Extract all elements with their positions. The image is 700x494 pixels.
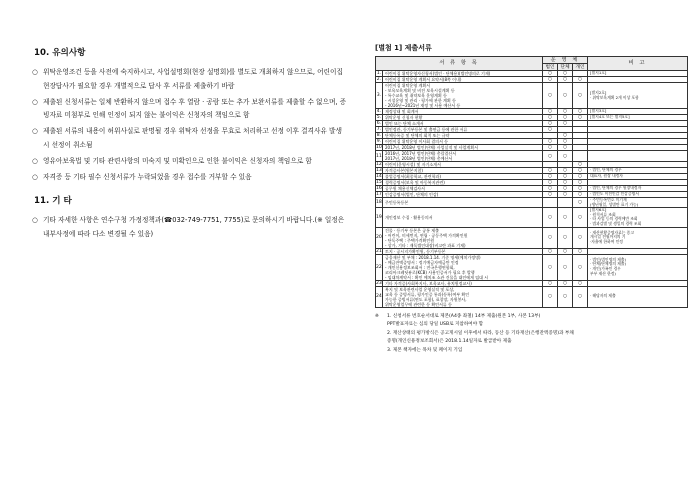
indiv-mark	[573, 151, 588, 162]
bullet-circle: ○	[32, 127, 38, 136]
row-document-name: 위탁운영 신청자 현황	[383, 115, 543, 121]
row-document-name: 금융재산 및 부채 : 2018.1.14. 기준 명세(예치가정명) - 예금잔액증명서 : 정기예금자예금만 인정 - 개인신용정보조회서 : 전국은행연합회, 코리아크레딧뷰로(KCB) 사용인증서가 필요 후 발행 - 임대차계약서 : 확인 예치조 소관 건물을 대인에게 임대 시	[383, 254, 543, 280]
indiv-mark: ○	[573, 174, 588, 180]
group-mark: ○	[558, 115, 573, 121]
table-row	[376, 151, 688, 162]
indiv-mark: ○	[573, 192, 588, 198]
row-remarks: · 주민등록번호 미기재 (생년월일, 성별만 표기 가능)	[588, 198, 688, 208]
table-row	[376, 208, 688, 227]
corp-mark: ○	[543, 227, 558, 248]
group-mark: ○	[558, 186, 573, 192]
section-title-others: 11. 기 타	[34, 196, 72, 207]
footnote-text: 1. 신청서류 번호순서대로 제본(A4종 좌철) 14부 제출(원본 1부, 사본 13부)	[387, 313, 541, 319]
group-mark: ○	[558, 77, 573, 83]
right-column	[375, 43, 687, 356]
list-item	[30, 171, 350, 185]
row-remarks: · 법인(법인명의 제출) · 단체(단체명의 제출) · 개인(가족인 경우 부부 제산 한정)	[588, 254, 688, 280]
corp-mark: ○	[543, 174, 558, 180]
footnote	[375, 347, 687, 356]
list-item-text: 위탁운영조건 등을 사전에 숙지하시고, 사업설명회(현장 설명회)를 별도로 개최하지 않으므로, 어린이집 현장답사가 필요할 경우 개별적으로 답사 후 서류를 제출하기 바람	[43, 68, 343, 90]
corp-mark: ○	[543, 248, 558, 254]
indiv-mark: ○	[573, 83, 588, 109]
row-remarks	[588, 151, 688, 162]
header-remarks: 비 고	[588, 57, 688, 71]
row-document-name: 공무원 채용신체검사서	[383, 186, 543, 192]
table-row	[376, 83, 688, 109]
row-document-name: 개인정보 수집 · 활용동의서	[383, 208, 543, 227]
row-number: 21.	[376, 248, 384, 254]
documents-table-body	[376, 71, 688, 308]
footnote	[375, 338, 687, 347]
row-document-name: 어린이집 위탁운영 계획서 - 보육모육계획 및 비전 보육시설계획 등 - 특수교육 및 취약보육 운영계획 등 - 시설운영 및 관리 · 평가에 관한 계획 등 - 2016년~2021년 재정 및 사용 예산서 등	[383, 83, 543, 109]
corp-mark: ○	[543, 168, 558, 174]
corp-mark: ○	[543, 186, 558, 192]
indiv-mark: ○	[573, 248, 588, 254]
row-document-name: 법인 또는 단체 소개서	[383, 121, 543, 127]
group-mark	[558, 198, 573, 208]
row-remarks: [별지4호 또는 별지5호]	[588, 115, 688, 121]
footnote	[375, 321, 687, 330]
indiv-mark: ○	[573, 186, 588, 192]
row-remarks: [별지1호]	[588, 71, 688, 77]
row-number: 24.	[376, 286, 383, 307]
row-remarks: · 해당자의 제출	[588, 286, 688, 307]
row-document-name: 어린이집 위탁운영자신청서(법인 · 단체용)(법인명의로 기재)	[383, 71, 543, 77]
row-number: 9.	[376, 139, 382, 144]
group-mark: ○	[558, 151, 573, 162]
row-number: 17.	[376, 192, 384, 197]
list-item	[30, 155, 350, 169]
row-document-name: 2016년, 2017년 법인(단체) 총괄결산서 2017년, 2018년 법인(단체) 총예산서	[383, 151, 543, 162]
footnote	[375, 313, 687, 322]
row-remarks: [별지2호] · 위탁보육계획 2개 이상 포함	[588, 83, 688, 109]
group-mark: ○	[558, 286, 573, 307]
row-document-name: 자격증사본(원본지참)	[383, 168, 543, 174]
row-number: 8.	[376, 133, 382, 138]
footnote-text: 증명(개인신용정보조회서)은 2018.1.14일자로 발급받아 제출	[387, 339, 512, 345]
footnote-text: PPT발표자료는 심의 당일 USB로 지참하여야 함	[387, 322, 484, 328]
row-document-name: 졸업증명서(최종학교, 관련학과)	[383, 174, 543, 180]
corp-mark: ○	[543, 145, 558, 151]
row-remarks: · 법인도 이전인감 인감증명서	[588, 192, 688, 198]
indiv-mark: ○	[573, 208, 588, 227]
list-item-text: 제출된 서류의 내용이 허위사실로 판명될 경우 위탁자 선정을 무효로 처리하고 선정 이후 결격사유 발생 시 선정이 취소됨	[43, 127, 342, 149]
row-document-name: 인감증명서(법인, 단체의 인감)	[383, 192, 543, 198]
corp-mark: ○	[543, 208, 558, 227]
corp-mark	[543, 198, 558, 208]
row-number: 13.	[376, 168, 384, 173]
row-document-name: 어린이집 위탁운영 계획서 요약서(8쪽 이내)	[383, 77, 543, 83]
group-mark: ○	[558, 174, 573, 180]
row-number: 14.	[376, 174, 384, 179]
group-mark: ○	[558, 145, 573, 151]
documents-table	[375, 56, 688, 308]
list-item	[30, 214, 350, 242]
table-footnotes	[375, 313, 687, 356]
row-document-name: 복지 및 보육관련사업 운영실적 및 포상, 교육 등 증빙서류, 평가인증 통과(등록)여부 확인 가능한 증빙서류(연도 포함), 표창장, 자원봉사, 위탁운영업무에 관련한 등 확인서류 등	[383, 286, 543, 307]
row-remarks: [별지3호]	[588, 109, 688, 115]
others-list	[30, 214, 350, 242]
list-item-text: 기타 자세한 사항은 연수구청 가정정책과(☎032-749-7751, 7755)로 문의하시기 바랍니다.(※ 일정은 내부사정에 따라 다소 변경될 수 있음)	[43, 216, 345, 239]
row-number: 12.	[376, 162, 384, 167]
bullet-circle: ○	[32, 97, 38, 106]
row-number: 2.	[376, 77, 382, 82]
row-remarks: [별지6호] · 원칙서류 조회 · 타 사업 등의 경력에만 조회 · 법과감별 및 생일의 경력 조회	[588, 208, 688, 227]
row-document-name: 어린이집 위탁운영 이사회 결의서 등	[383, 139, 543, 145]
row-number: 5.	[376, 115, 382, 120]
footnote-text: 2. 재산상태의 평가방식은 공고게시일 이후에서 따라, 동산 등 기타재산(은행잔액증명)과 부채	[387, 330, 574, 336]
corp-mark: ○	[543, 127, 558, 133]
corp-mark: ○	[543, 286, 558, 307]
list-item-text: 제출된 신청서류는 일체 반환하지 않으며 접수 후 열람 · 공람 또는 추가 보완서류를 제출할 수 없으며, 증빙자료 미첨부로 인해 인정이 되지 않는 불이익은 신청자의 책임으로 함	[43, 97, 347, 120]
corp-mark: ○	[543, 109, 558, 115]
table-row	[376, 254, 688, 280]
group-mark: ○	[558, 192, 573, 198]
bullet-circle: ○	[32, 68, 38, 76]
row-number: 1.	[376, 71, 382, 76]
row-document-name: 어린이(운영시설) 및 자기소개서	[383, 162, 543, 168]
indiv-mark: ○	[573, 168, 588, 174]
header-group: 단체	[558, 64, 573, 71]
row-number: 6.	[376, 121, 382, 126]
row-document-name: 경력증명서(보육 및 아동복지관련)	[383, 180, 543, 186]
corp-mark: ○	[543, 139, 558, 145]
corp-mark: ○	[543, 280, 558, 286]
table-row	[376, 227, 688, 248]
row-document-name: 재정상태 및 회계서	[383, 109, 543, 115]
indiv-mark: ○	[573, 286, 588, 307]
bullet-circle: ○	[32, 216, 38, 225]
indiv-mark: ○	[573, 162, 588, 168]
notes-list	[30, 66, 350, 184]
row-number: 23.	[376, 280, 384, 286]
group-mark: ○	[558, 248, 573, 254]
corp-mark: ○	[543, 83, 558, 109]
table-title: [별첨 1] 제출서류	[375, 44, 432, 52]
corp-mark: ○	[543, 121, 558, 127]
row-number: 22.	[376, 254, 383, 280]
row-number: 20.	[376, 227, 383, 248]
indiv-mark: ○	[573, 77, 588, 83]
group-mark: ○	[558, 227, 573, 248]
header-corp: 법인	[543, 64, 558, 71]
row-document-name: 주민등록등본	[383, 198, 543, 208]
header-operator: 운 영 체	[543, 57, 588, 64]
row-document-name: 2017년, 2018년 법인(단체) 사업실적 및 사업계획서	[383, 145, 543, 151]
group-mark: ○	[558, 121, 573, 127]
list-item-text: 영유아보육법 및 기타 관련사항의 미숙지 및 미확인으로 인한 불이익은 신청자의 책임으로 함	[43, 156, 312, 165]
row-number: 3.	[376, 83, 383, 109]
group-mark: ○	[558, 254, 573, 280]
group-mark: ○	[558, 280, 573, 286]
row-number: 7.	[376, 127, 382, 132]
header-doc-items: 서 류 항 목	[376, 57, 543, 71]
section-title-notes: 10. 유의사항	[34, 48, 86, 58]
row-document-name: 기타 자격증(사회복지사, 보육교사, 유치원정교사)	[383, 280, 543, 286]
list-item	[30, 66, 350, 94]
group-mark: ○	[558, 133, 573, 139]
row-number: 10.	[376, 145, 384, 150]
group-mark: ○	[558, 83, 573, 109]
row-remarks: 대표자, 원장 내정자	[588, 174, 688, 180]
group-mark: ○	[558, 180, 573, 186]
group-mark: ○	[558, 109, 573, 115]
list-item-text: 자격증 등 기타 필수 신청서류가 누락되었을 경우 접수를 거부할 수 있음	[43, 172, 252, 181]
row-remarks: · 재산현황증명자료는 종고 개시일 전월까지의 기 ·자율에 한하여 인정	[588, 227, 688, 248]
row-number: 18.	[376, 198, 383, 208]
footnote-star: ※	[375, 313, 379, 319]
corp-mark: ○	[543, 71, 558, 77]
corp-mark: ○	[543, 180, 558, 186]
list-item	[30, 125, 350, 153]
indiv-mark: ○	[573, 198, 588, 208]
row-number: 19.	[376, 208, 383, 227]
row-remarks: · 법인, 단체의 경우	[588, 168, 688, 174]
group-mark: ○	[558, 71, 573, 77]
indiv-mark: ○	[573, 115, 588, 121]
row-number: 4.	[376, 109, 382, 114]
corp-mark: ○	[543, 254, 558, 280]
row-document-name: 건물 · 등기부 등본은 공통 제출 - 어린이, 미세먼지, 연립 · 공동주택 가격확인원 - 단독주택 : 주택가격확인원 - 상가, 기타 : 재독법인대장(비고란 과표 기재)	[383, 227, 543, 248]
bullet-circle: ○	[32, 156, 38, 165]
table-row	[376, 286, 688, 307]
row-remarks: · 법인, 단체의 경우 원장내정자	[588, 186, 688, 192]
left-column	[30, 46, 350, 244]
table-row	[376, 198, 688, 208]
indiv-mark: ○	[573, 180, 588, 186]
row-number: 15.	[376, 180, 384, 185]
corp-mark: ○	[543, 77, 558, 83]
row-document-name: 단체등록증 및 단체의 회칙 또는 규약	[383, 133, 543, 139]
corp-mark: ○	[543, 115, 558, 121]
group-mark: ○	[558, 208, 573, 227]
corp-mark: ○	[543, 151, 558, 162]
indiv-mark: ○	[573, 227, 588, 248]
indiv-mark: ○	[573, 109, 588, 115]
bullet-circle: ○	[32, 172, 38, 181]
footnote	[375, 330, 687, 339]
indiv-mark: ○	[573, 254, 588, 280]
group-mark: ○	[558, 139, 573, 145]
indiv-mark: ○	[573, 280, 588, 286]
row-document-name: 토지 · 공시지가확인원, 등기부등본	[383, 248, 543, 254]
row-number: 16.	[376, 186, 384, 191]
list-item	[30, 96, 350, 124]
corp-mark: ○	[543, 192, 558, 198]
footnote-text: 3. 제본 책자에는 목차 및 페이지 기입	[387, 347, 463, 353]
header-indiv: 개인	[573, 64, 588, 71]
row-number: 11.	[376, 151, 383, 162]
row-document-name: 법인정관, 등기부등본 및 출연금 등에 관한 서류	[383, 127, 543, 133]
group-mark: ○	[558, 168, 573, 174]
